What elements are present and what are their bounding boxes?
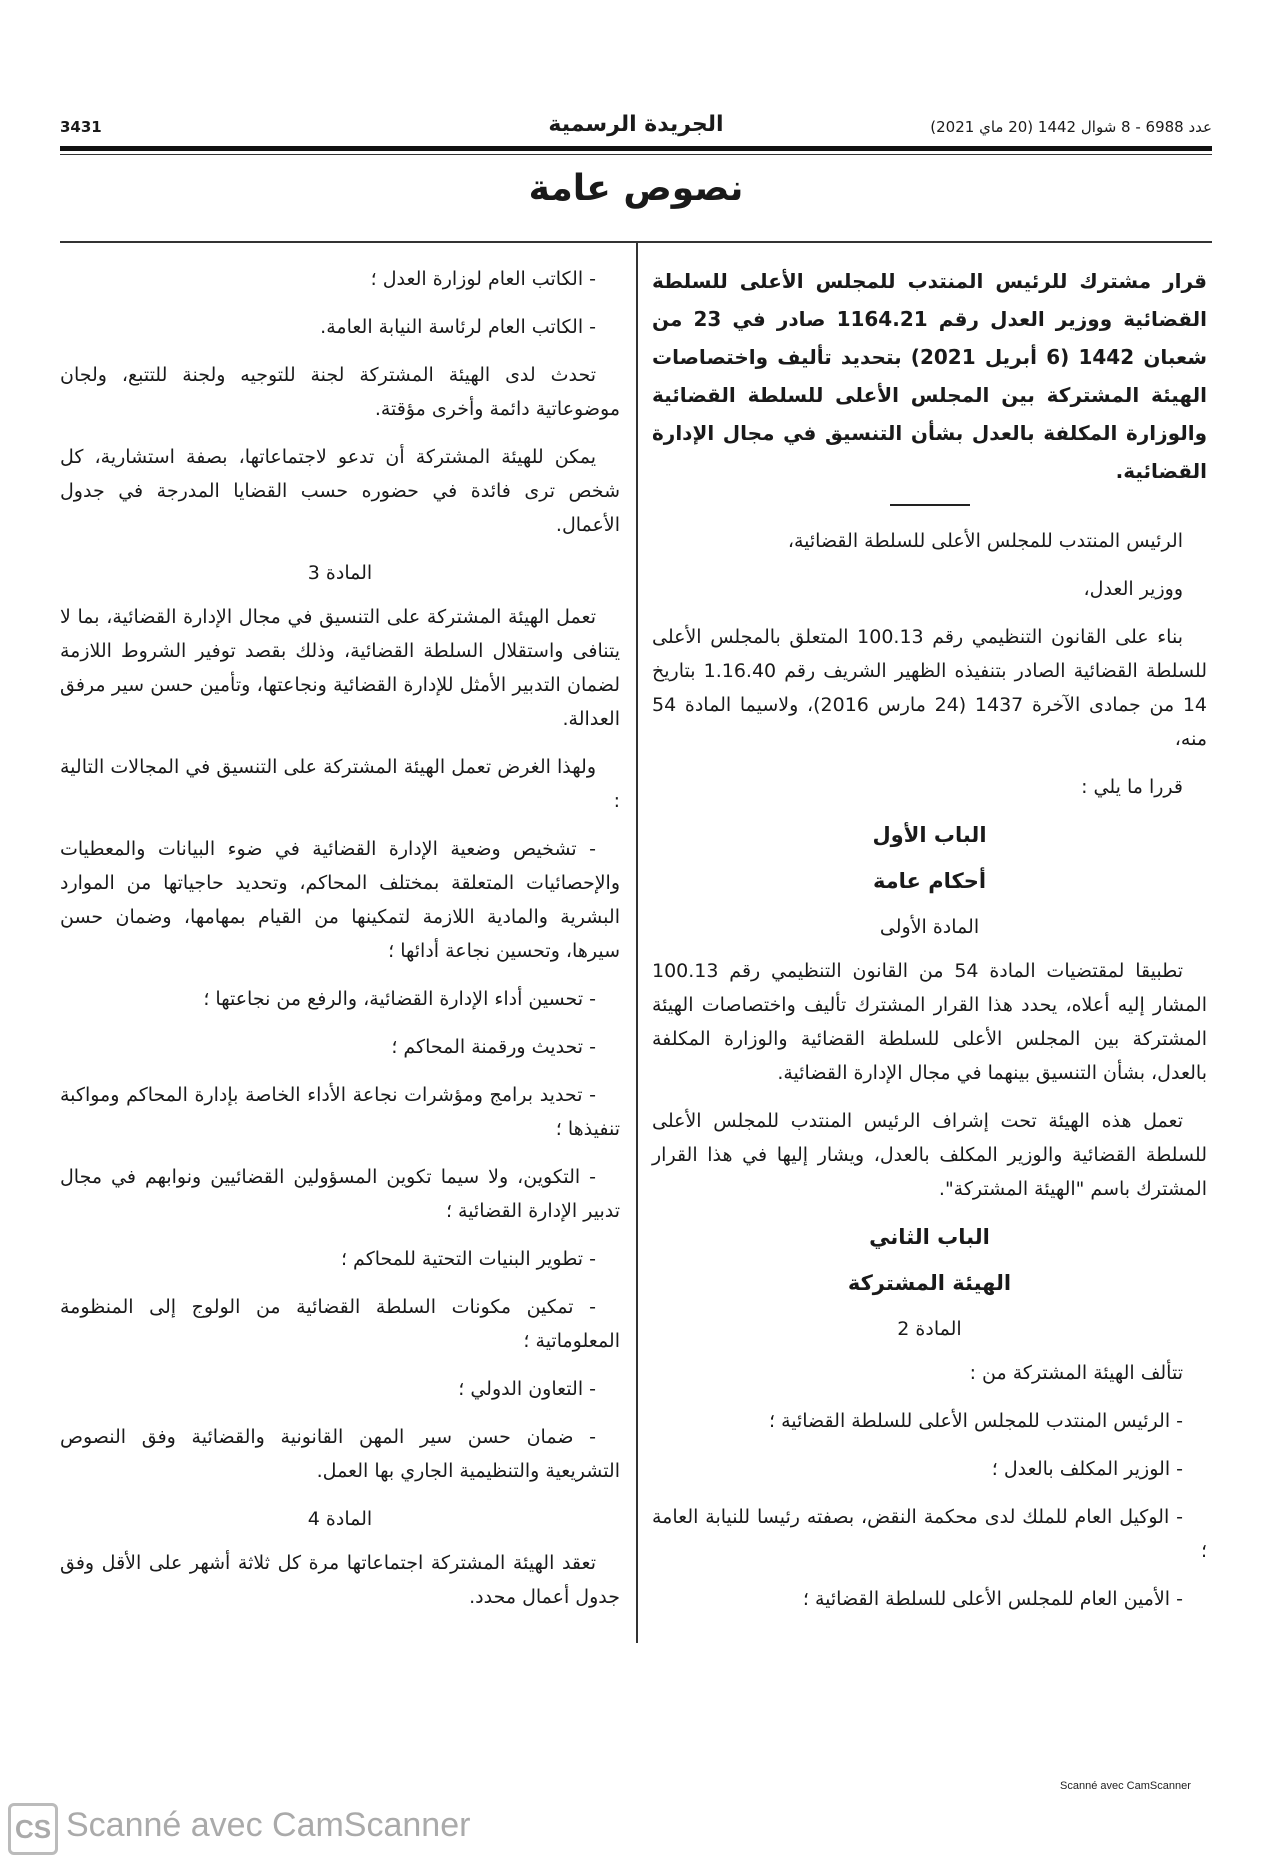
section-title: نصوص عامة (528, 168, 744, 209)
list-item: - الوزير المكلف بالعدل ؛ (991, 1458, 1183, 1480)
list-item: - تمكين مكونات السلطة القضائية من الولوج إلى المنظومة المعلوماتية ؛ (60, 1296, 620, 1352)
article-1-heading: المادة الأولى (879, 916, 980, 938)
list-item: - الرئيس المنتدب للمجلس الأعلى للسلطة القضائية ؛ (768, 1410, 1183, 1432)
article-4-heading: المادة 4 (307, 1508, 373, 1530)
camscanner-logo-icon: CS (8, 1803, 58, 1855)
invite-paragraph: يمكن للهيئة المشتركة أن تدعو لاجتماعاتها، بصفة استشارية، كل شخص ترى فائدة في حضوره حسب القضايا المدرجة في جدول الأعمال. (60, 446, 620, 536)
decided: قررا ما يلي : (1081, 776, 1183, 798)
article-4-paragraph-1: تعقد الهيئة المشتركة اجتماعاتها مرة كل ثلاثة أشهر على الأقل وفق جدول أعمال محدد. (60, 1552, 620, 1608)
list-item: - تحسين أداء الإدارة القضائية، والرفع من نجاعتها ؛ (203, 988, 596, 1010)
chapter-2-title: الهيئة المشتركة (847, 1271, 1012, 1295)
issuer-1: الرئيس المنتدب للمجلس الأعلى للسلطة القضائية، (787, 530, 1183, 552)
list-item: - تشخيص وضعية الإدارة القضائية في ضوء البيانات والمعطيات والإحصائيات المتعلقة بمختلف المحاكم، وتحديد حاجياتها من الموارد البشرية والمادية اللازمة لتمكينها من القيام بمهامها، وضمان حسن سيرها، وتحسين نجاعة أدائها ؛ (60, 838, 620, 962)
article-2-heading: المادة 2 (897, 1318, 962, 1340)
issuer-2: ووزير العدل، (1083, 578, 1183, 600)
list-item: - التعاون الدولي ؛ (458, 1378, 596, 1400)
list-item: - الكاتب العام لوزارة العدل ؛ (370, 268, 596, 290)
chapter-1-title: أحكام عامة (872, 869, 987, 893)
committees-paragraph: تحدث لدى الهيئة المشتركة لجنة للتوجيه ولجنة للتتبع، ولجان موضوعاتية دائمة وأخرى مؤقتة. (60, 364, 620, 420)
article-2-intro: تتألف الهيئة المشتركة من : (969, 1362, 1183, 1384)
issue-info: عدد 6988 - 8 شوال 1442 (20 ماي 2021) (930, 118, 1212, 136)
article-3-heading: المادة 3 (307, 562, 373, 584)
article-1-paragraph-2: تعمل هذه الهيئة تحت إشراف الرئيس المنتدب للمجلس الأعلى للسلطة القضائية والوزير المكلف بالعدل، ويشار إليها في هذا القرار المشترك باسم "الهيئة المشتركة". (652, 1110, 1207, 1200)
gazette-title: الجريدة الرسمية (548, 112, 724, 137)
decree-title: قرار مشترك للرئيس المنتدب للمجلس الأعلى للسلطة القضائية ووزير العدل رقم 1164.21 صادر في 23 من شعبان 1442 (6 أبريل 2021) بتحديد تأليف واختصاصات الهيئة المشتركة بين المجلس الأعلى للسلطة القضائية والوزارة المكلفة بالعدل بشأن التنسيق في مجال الإدارة القضائية. (652, 269, 1208, 483)
article-1-paragraph-1: تطبيقا لمقتضيات المادة 54 من القانون التنظيمي رقم 100.13 المشار إليه أعلاه، يحدد هذا القرار المشترك تأليف واختصاصات الهيئة المشتركة بين المجلس الأعلى للسلطة القضائية والوزارة المكلفة بالعدل، بشأن التنسيق بينهما في مجال الإدارة القضائية. (652, 960, 1207, 1084)
column-divider (636, 243, 638, 1643)
list-item: - الكاتب العام لرئاسة النيابة العامة. (320, 316, 596, 338)
header-rule-thick (60, 146, 1212, 151)
chapter-1: الباب الأول (872, 823, 987, 847)
right-column (652, 262, 1207, 1630)
list-item: - تطوير البنيات التحتية للمحاكم ؛ (340, 1248, 596, 1270)
list-item: - تحديث ورقمنة المحاكم ؛ (391, 1036, 596, 1058)
camscanner-watermark-small: Scanné avec CamScanner (1060, 1780, 1191, 1792)
page-number: 3431 (60, 118, 102, 136)
list-item: - تحديد برامج ومؤشرات نجاعة الأداء الخاصة بإدارة المحاكم ومواكبة تنفيذها ؛ (60, 1084, 620, 1140)
camscanner-watermark: Scanné avec CamScanner (66, 1806, 471, 1844)
list-item: - التكوين، ولا سيما تكوين المسؤولين القضائيين ونوابهم في مجال تدبير الإدارة القضائية ؛ (60, 1166, 620, 1222)
left-column (60, 262, 620, 1628)
title-separator (890, 504, 970, 506)
header-rule-thin (60, 154, 1212, 155)
list-item: - ضمان حسن سير المهن القانونية والقضائية وفق النصوص التشريعية والتنظيمية الجاري بها العمل. (60, 1426, 620, 1482)
chapter-2: الباب الثاني (869, 1225, 990, 1249)
article-3-paragraph-2: ولهذا الغرض تعمل الهيئة المشتركة على التنسيق في المجالات التالية : (60, 756, 620, 812)
article-3-paragraph-1: تعمل الهيئة المشتركة على التنسيق في مجال الإدارة القضائية، بما لا يتنافى واستقلال السلطة القضائية، وذلك بقصد توفير الشروط اللازمة لضمان التدبير الأمثل للإدارة القضائية ونجاعتها، وتأمين حسن سير مرفق العدالة. (60, 606, 620, 730)
list-item: - الوكيل العام للملك لدى محكمة النقض، بصفته رئيسا للنيابة العامة ؛ (652, 1506, 1207, 1562)
list-item: - الأمين العام للمجلس الأعلى للسلطة القضائية ؛ (802, 1588, 1183, 1610)
preamble: بناء على القانون التنظيمي رقم 100.13 المتعلق بالمجلس الأعلى للسلطة القضائية الصادر بتنفيذه الظهير الشريف رقم 1.16.40 بتاريخ 14 من جمادى الآخرة 1437 (24 مارس 2016)، ولاسيما المادة 54 منه، (652, 626, 1208, 750)
